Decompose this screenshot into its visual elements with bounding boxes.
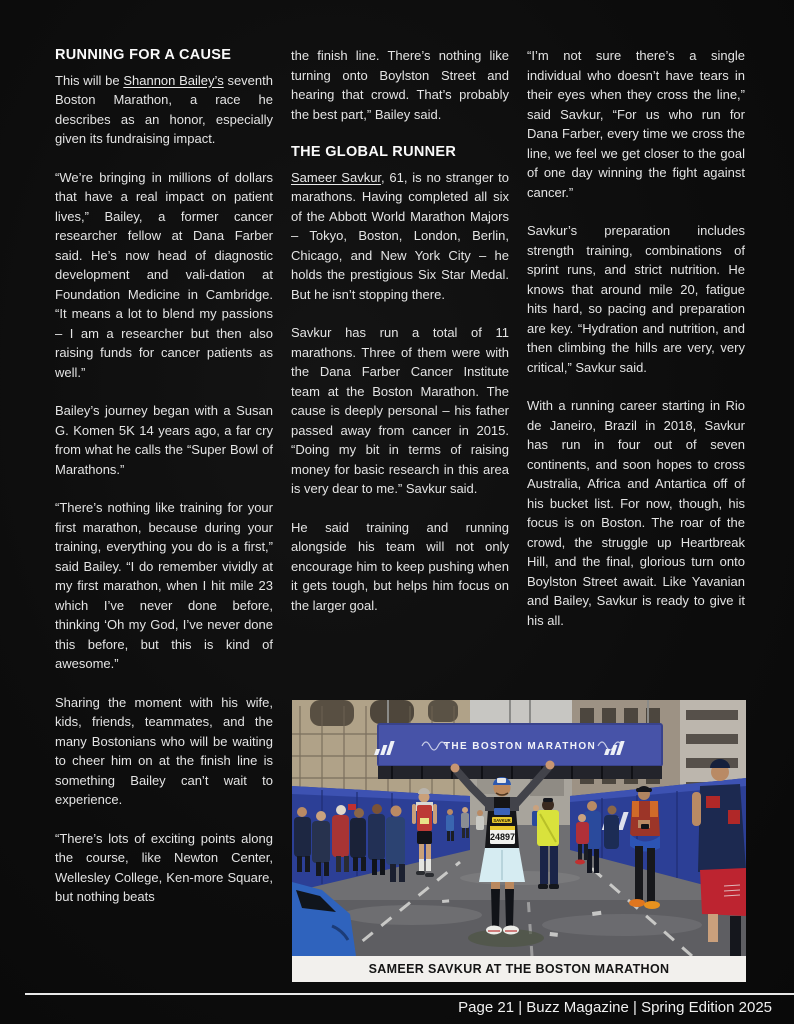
marathon-photo-illustration [292, 700, 746, 956]
paragraph: “I’m not sure there’s a single individual who doesn’t have tears in their eyes when they cross the line,” said Savkur, “For us who run for Dana Farber, every time we cross the line, we feel we get closer to the goal of one day winning the fight against cancer.” [527, 48, 745, 200]
paragraph: Bailey’s journey began with a Susan G. Komen 5K 14 years ago, a far cry from what he calls the “Super Bowl of Marathons.” [55, 403, 273, 477]
footer-page-info: Page 21 | Buzz Magazine | Spring Edition 2025 [458, 999, 772, 1016]
paragraph: With a running career starting in Rio de Janeiro, Brazil in 2018, Savkur has run in four out of seven continents, and soon hopes to cross Australia, Africa and Antartica off of his bucket list. For now, though, his focus is on Boston. The roar of the crowd, the struggle up Heartbreak Hill, and the final, glorious turn onto Boylston Street await. Like Yavanian and Bailey, Savkur is ready to give it his all. [527, 398, 745, 628]
paragraph: “There’s lots of exciting points along the course, like Newton Center, Wellesley College, Ken-more Square, but nothing beats [55, 830, 273, 904]
bib-name: SAVKUR [493, 818, 511, 823]
section-heading-running-for-a-cause: RUNNING FOR A CAUSE [55, 47, 232, 63]
paragraph [55, 71, 273, 149]
banner-text: THE BOSTON MARATHON [443, 741, 597, 752]
paragraph: Sharing the moment with his wife, kids, friends, teammates, and the many Bostonians who will be waiting to cheer him on at the finish line is something Bailey can’t wait to experience. [55, 694, 273, 807]
paragraph-text: , 61, is no stranger to marathons. Having completed all six of the Abbott World Marathon Majors – Tokyo, Boston, London, Berlin, Chicago, and New York City – he holds the prestigious Six Star Medal. But he isn’t stopping there. [291, 169, 510, 302]
bib-number: 24897 [489, 832, 516, 842]
paragraph: the finish line. There’s nothing like turning onto Boylston Street and hearing that crowd. That’s probably the best part,” Bailey said. [291, 48, 509, 122]
column-left [55, 46, 273, 926]
paragraph-text: This will be [55, 72, 124, 88]
paragraph: Savkur has run a total of 11 marathons. Three of them were with the Dana Farber Cancer Institute team at the Boston Marathon. The cause is deeply personal – his father passed away from cancer in 2015. “Doing my bit in terms of raising money for basic research in this area is very dear to me.” Savkur said. [291, 325, 509, 496]
link-shannon-bailey[interactable]: Shannon Bailey’s [123, 72, 224, 88]
marathon-photo [292, 700, 746, 982]
paragraph: He said training and running alongside his team will not only encourage him to keep pushing when it gets tough, but helps him focus on the larger goal. [291, 519, 509, 613]
photo-caption: SAMEER SAVKUR AT THE BOSTON MARATHON [292, 956, 746, 982]
paragraph: “There’s nothing like training for your first marathon, because during your training, everything you do is a first,” said Bailey. “I do remember vividly at my first marathon, when I hit mile 23 which I’ve never done before, thinking ‘Oh my God, I’ve never done this before, but this is kind of awesome.” [55, 500, 273, 671]
footer-divider [25, 993, 794, 995]
finish-banner [374, 724, 662, 779]
paragraph-text: seventh Boston Marathon, a race he describes as an honor, especially given its fundraising impact. [55, 72, 273, 146]
paragraph [291, 168, 509, 305]
hivis-volunteer [537, 798, 559, 889]
paragraph: “We’re bringing in millions of dollars that have a real impact on patient lives,” Bailey, a former cancer researcher fellow at Dana Farber said. He’s now head of diagnostic development and vali-dation at Foundation Medicine in Cambridge. “It means a lot to blend my passions – I am a researcher but then also raising funds for cancer patients as well.” [55, 169, 273, 380]
section-heading-the-global-runner: THE GLOBAL RUNNER [291, 144, 457, 160]
paragraph: Savkur’s preparation includes strength training, combinations of sprint runs, and strict nutrition. He knows that around mile 20, fatigue hits hard, so pacing and preparation are key. “Hydration and nutrition, and then climbing the hills are very, very critical,” Savkur said. [527, 223, 745, 375]
link-sameer-savkur[interactable]: Sameer Savkur [291, 169, 382, 185]
